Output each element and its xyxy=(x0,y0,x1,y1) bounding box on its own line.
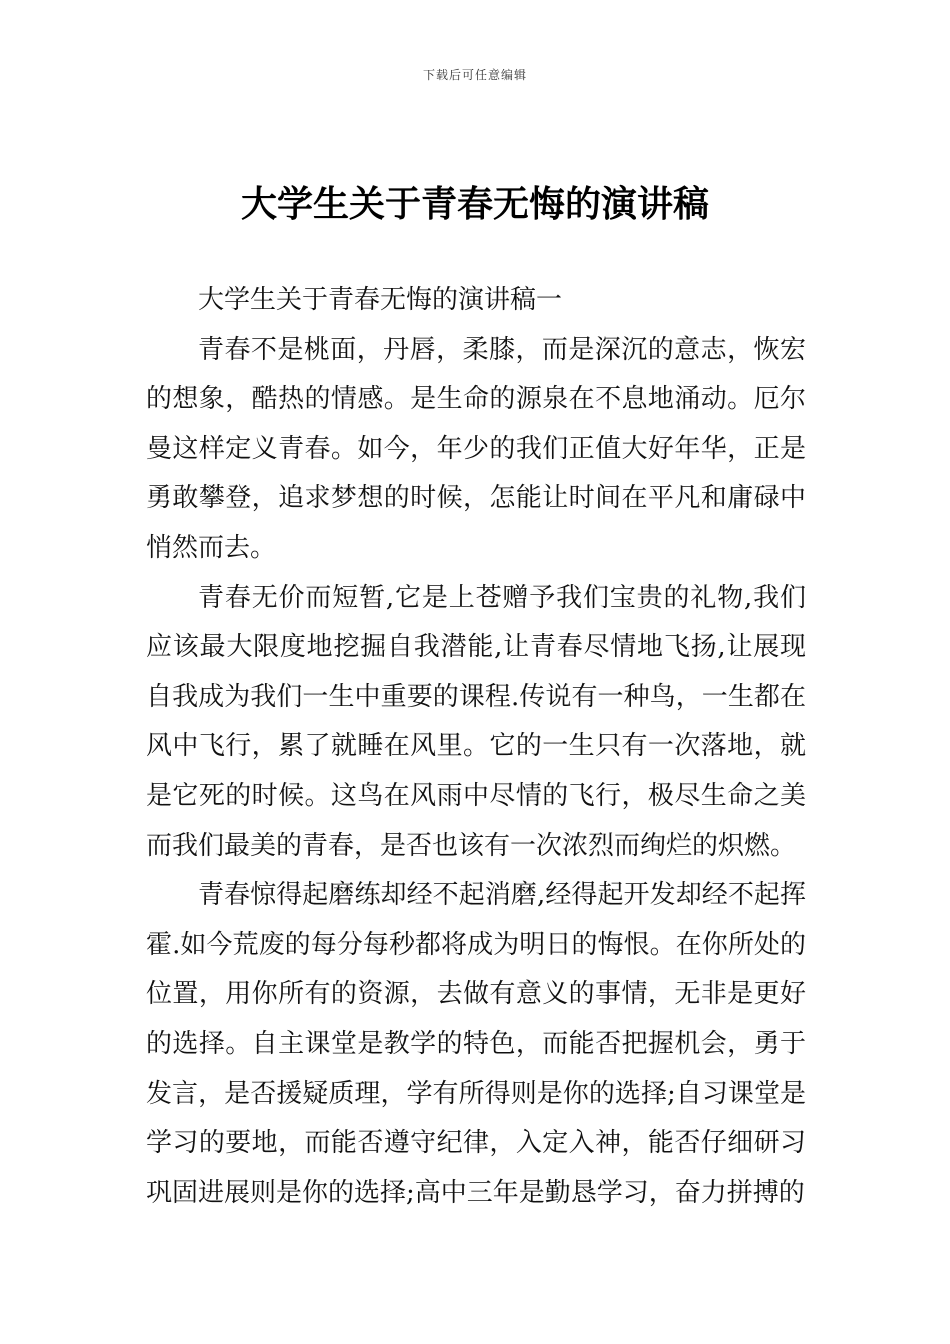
section-subtitle: 大学生关于青春无悔的演讲稿一 xyxy=(198,285,563,315)
document-body xyxy=(146,276,806,1218)
paragraph-2: 青春无价而短暂,它是上苍赠予我们宝贵的礼物,我们应该最大限度地挖掘自我潜能,让青春尽情地飞扬,让展现自我成为我们一生中重要的课程.传说有一种鸟，一生都在风中飞行，累了就睡在风里。它的一生只有一次落地，就是它死的时候。这鸟在风雨中尽情的飞行，极尽生命之美而我们最美的青春，是否也该有一次浓烈而绚烂的炽燃。 xyxy=(146,582,806,861)
header-note: 下载后可任意编辑 xyxy=(422,68,527,82)
paragraph-1: 青春不是桃面，丹唇，柔膝，而是深沉的意志，恢宏的想象，酷热的情感。是生命的源泉在不息地涌动。厄尔曼这样定义青春。如今，年少的我们正值大好年华，正是勇敢攀登，追求梦想的时候，怎能让时间在平凡和庸碌中悄然而去。 xyxy=(146,334,806,563)
document-title: 大学生关于青春无悔的演讲稿 xyxy=(240,184,709,225)
paragraph-3: 青春惊得起磨练却经不起消磨,经得起开发却经不起挥霍.如今荒废的每分每秒都将成为明日的悔恨。在你所处的位置，用你所有的资源，去做有意义的事情，无非是更好的选择。自主课堂是教学的特色，而能否把握机会，勇于发言，是否援疑质理，学有所得则是你的选择;自习课堂是学习的要地，而能否遵守纪律，入定入神，能否仔细研习巩固进展则是你的选择;高中三年是勤恳学习，奋力拼搏的 xyxy=(146,880,806,1208)
